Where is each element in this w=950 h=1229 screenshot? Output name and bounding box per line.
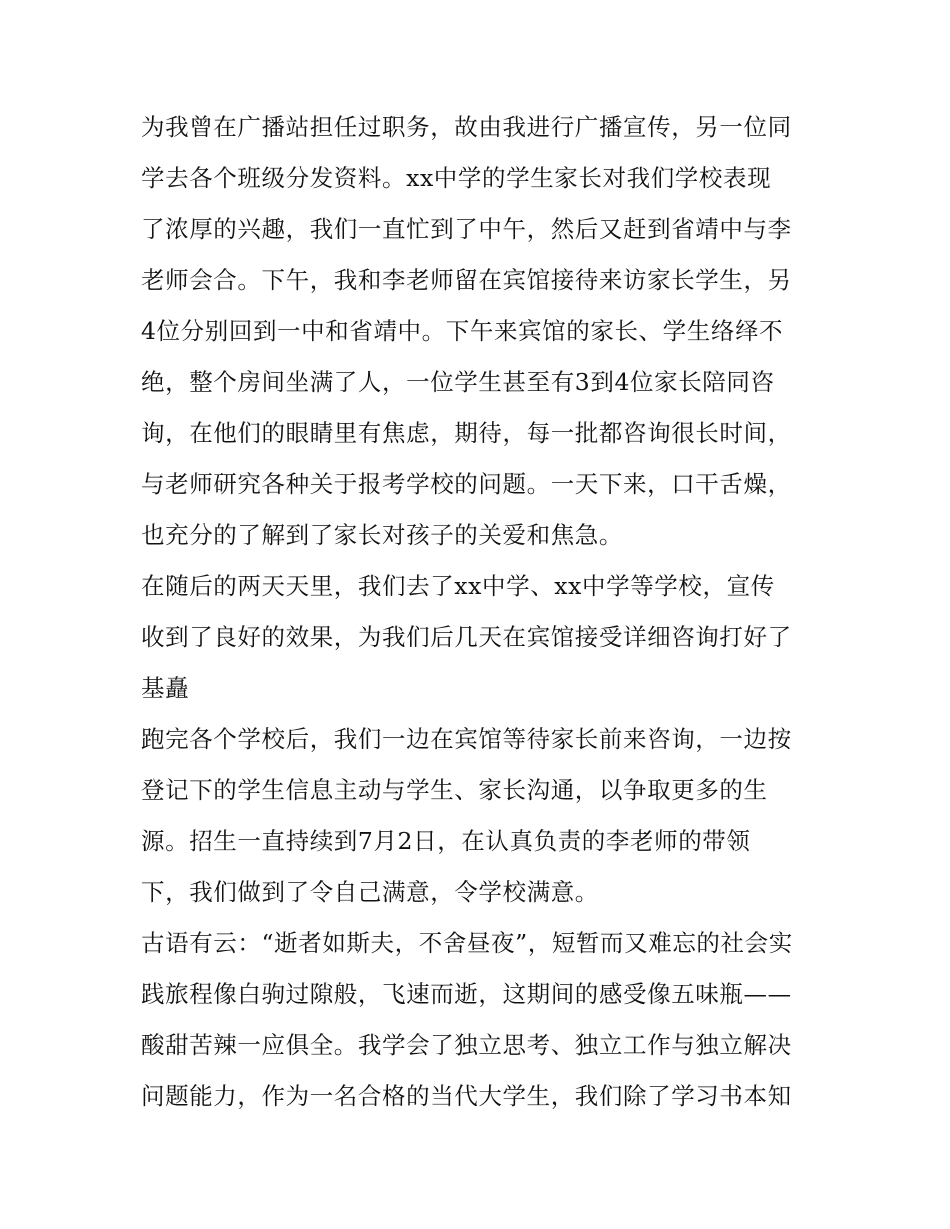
text-line: 下，我们做到了令自己满意，令学校满意。 (141, 878, 599, 906)
text-line: 收到了良好的效果，为我们后几天在宾馆接受详细咨询打好了 (141, 623, 792, 651)
text-line: 酸甜苦辣一应俱全。我学会了独立思考、独立工作与独立解决 (141, 1031, 792, 1059)
text-line: 也充分的了解到了家长对孩子的关爱和焦急。 (141, 521, 623, 549)
paragraph-recruitment-day (141, 102, 813, 561)
text-line: 源。招生一直持续到7月2日，在认真负责的李老师的带领 (141, 827, 751, 855)
paragraph-reflection (141, 918, 813, 1122)
text-line: 践旅程像白驹过隙般，飞速而逝，这期间的感受像五味瓶—— (141, 980, 792, 1008)
text-line: 为我曾在广播站担任过职务，故由我进行广播宣传，另一位同 (141, 113, 792, 141)
paragraph-following-days (141, 561, 813, 714)
text-line: 老师会合。下午，我和李老师留在宾馆接待来访家长学生，另 (141, 266, 792, 294)
document-body (141, 102, 813, 1122)
paragraph-after-schools (141, 714, 813, 918)
text-line: 与老师研究各种关于报考学校的问题。一天下来，口干舌燥， (141, 470, 792, 498)
text-line: 登记下的学生信息主动与学生、家长沟通，以争取更多的生 (141, 776, 768, 804)
text-line: 问题能力，作为一名合格的当代大学生，我们除了学习书本知 (141, 1082, 792, 1110)
text-line: 绝，整个房间坐满了人，一位学生甚至有3到4位家长陪同咨 (141, 368, 775, 396)
text-line: 古语有云：“逝者如斯夫，不舍昼夜”，短暂而又难忘的社会实 (141, 929, 793, 957)
text-line: 了浓厚的兴趣，我们一直忙到了中午，然后又赶到省靖中与李 (141, 215, 792, 243)
text-line: 基矗 (141, 674, 190, 702)
text-line: 跑完各个学校后，我们一边在宾馆等待家长前来咨询，一边按 (141, 725, 792, 753)
text-line: 询，在他们的眼睛里有焦虑，期待，每一批都咨询很长时间， (141, 419, 792, 447)
text-line: 学去各个班级分发资料。xx中学的学生家长对我们学校表现 (141, 164, 772, 192)
text-line: 在随后的两天天里，我们去了xx中学、xx中学等学校，宣传 (141, 572, 775, 600)
text-line: 4位分别回到一中和省靖中。下午来宾馆的家长、学生络绎不 (141, 317, 784, 345)
